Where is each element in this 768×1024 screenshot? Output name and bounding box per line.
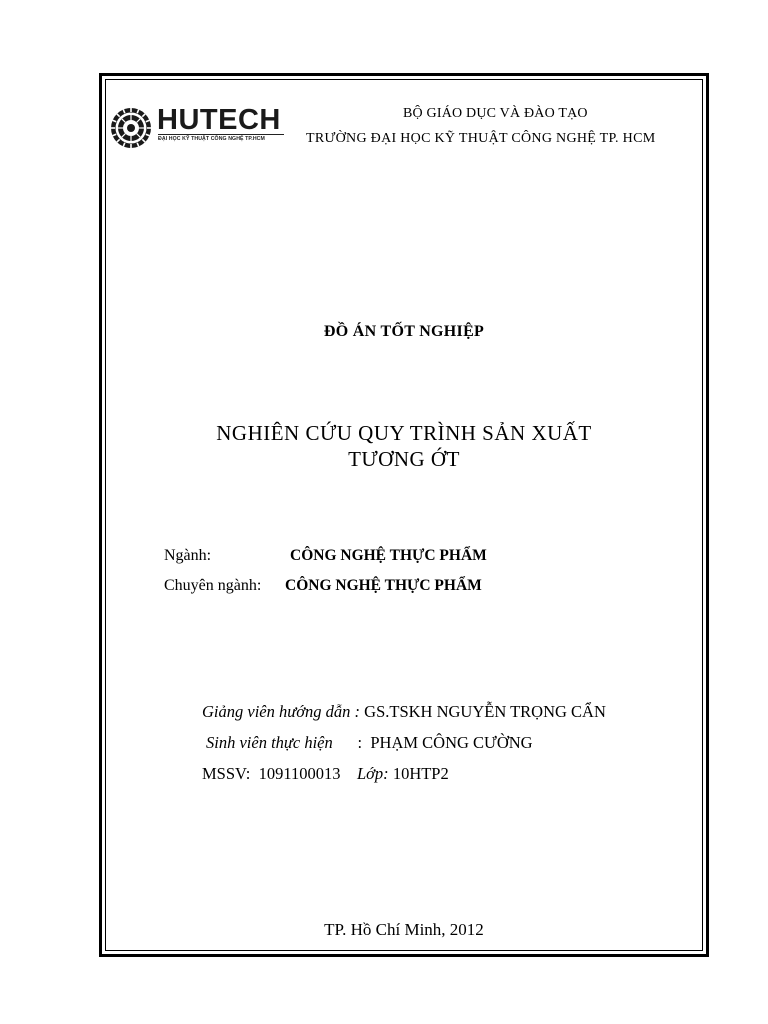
- major-label: Ngành:: [164, 547, 212, 564]
- ministry-name: BỘ GIÁO DỤC VÀ ĐÀO TẠO: [403, 106, 588, 121]
- hutech-logo: [109, 106, 289, 154]
- student-label: Sinh viên thực hiện: [206, 733, 333, 752]
- place-and-year: TP. Hồ Chí Minh, 2012: [324, 920, 484, 939]
- student-id-value: 1091100013: [258, 764, 341, 783]
- thesis-title-line-1: NGHIÊN CỨU QUY TRÌNH SẢN XUẤT: [216, 421, 592, 445]
- document-type: ĐỒ ÁN TỐT NGHIỆP: [323, 323, 485, 340]
- logo-subline: ĐẠI HỌC KỸ THUẬT CÔNG NGHỆ TP.HCM: [158, 134, 284, 142]
- student-id-line: [202, 764, 449, 784]
- advisor-line: [202, 702, 606, 722]
- class-value: 10HTP2: [392, 764, 449, 783]
- advisor-value: GS.TSKH NGUYỄN TRỌNG CẨN: [364, 702, 606, 721]
- logo-wordmark: HUTECH: [157, 104, 281, 136]
- specialization-label: Chuyên ngành:: [164, 577, 262, 594]
- university-name: TRƯỜNG ĐẠI HỌC KỸ THUẬT CÔNG NGHỆ TP. HCM: [306, 131, 656, 146]
- thesis-title: [105, 420, 703, 472]
- thesis-title-line-2: TƯƠNG ỚT: [348, 447, 460, 471]
- major-value: CÔNG NGHỆ THỰC PHẨM: [290, 547, 487, 564]
- specialization-value: CÔNG NGHỆ THỰC PHẨM: [285, 577, 482, 594]
- advisor-label: Giảng viên hướng dẫn :: [202, 702, 361, 721]
- student-id-label: MSSV:: [202, 764, 251, 783]
- class-label: Lớp:: [356, 764, 389, 783]
- student-line: [206, 733, 533, 753]
- student-separator: :: [357, 733, 363, 752]
- hutech-emblem-icon: [109, 106, 153, 150]
- student-value: PHẠM CÔNG CƯỜNG: [370, 733, 533, 752]
- page-border-inner: [105, 79, 703, 951]
